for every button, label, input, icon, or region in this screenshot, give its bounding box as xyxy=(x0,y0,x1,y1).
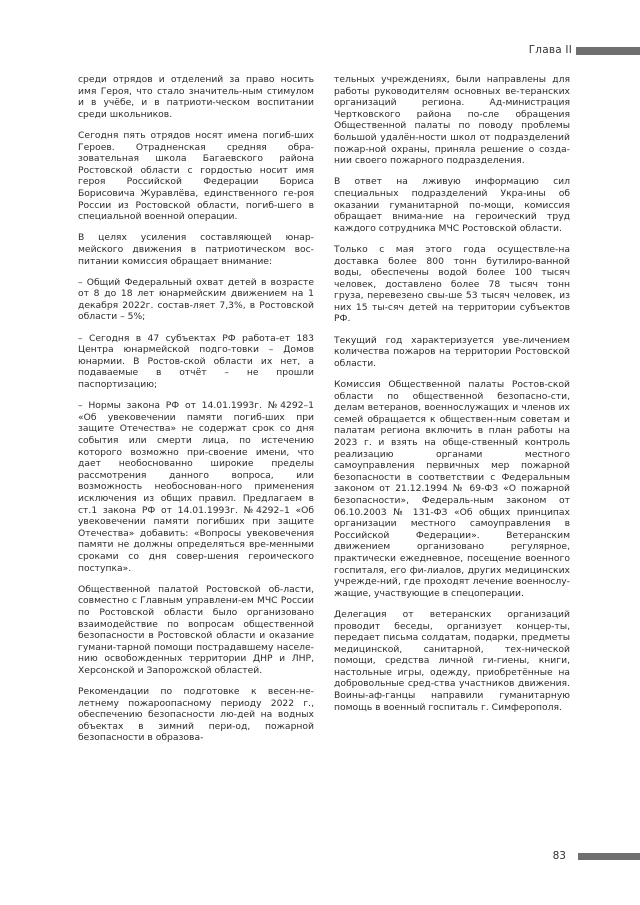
paragraph: среди отрядов и отделений за право носить имя Героя, что стало значитель-ным стимулом и в учёбе, и в патриоти-ческом воспитании среди школьников. xyxy=(78,74,314,120)
paragraph: Делегация от ветеранских организаций проводит беседы, организует концер-ты, передает письма солдатам, подарки, предметы медицинской, санитарной, тех-нической помощи, средства личной ги-гиены, книги, настольные игры, одежду, приобретённые на добровольные сред-ства участников движения. Воины-аф-ганцы направили гуманитарную помощь в военный госпиталь г. Симферополя. xyxy=(334,608,570,713)
paragraph: – Нормы закона РФ от 14.01.1993г. №4292–1 «Об увековечении памяти погиб-ших при защите Отечества» не содержат срок со дня события или смерти лица, по истечению которого возможно при-своение имени, что дает необоснованно широкие пределы рассмотрения данного вопроса, или возможность необоснован-ного применения исключения из общих правил. Предлагаем в ст.1 закона РФ от 14.01.1993г. №4292–1 «Об увековечении памяти погибших при защите Отечества» добавить: «Вопросы увековечения памяти не должны определяться вре-менными сроками со дня совер-шения героического поступка». xyxy=(78,400,314,574)
page-header xyxy=(0,44,640,60)
page-footer xyxy=(0,850,640,864)
paragraph: Комиссия Общественной палаты Ростов-ской области по общественной безопасно-сти, делам ветеранов, военнослужащих и членов их семей обращается к обществен-ным советам и палатам региона включить в план работы на 2023 г. и взять на обще-ственный контроль реализацию органами местного самоуправления первичных мер пожарной безопасности в соответствии с Федеральным законом от 21.12.1994 № 69-ФЗ «О пожарной безопасности», Федераль-ным законом от 06.10.2003 № 131-ФЗ «Об общих принципах организации местного самоуправления в Российской Федерации». Ветеранским движением организовано регулярное, практически ежедневное, посещение военного госпиталя, его фи-лиалов, других медицинских учрежде-ний, где проходят лечение военнослу-жащие, участвующие в спецоперации. xyxy=(334,379,570,599)
page-number: 83 xyxy=(552,850,566,862)
chapter-title: Глава II xyxy=(528,44,572,56)
paragraph: Текущий год характеризуется уве-личением количества пожаров на территории Ростовской области. xyxy=(334,334,570,369)
left-text-column xyxy=(78,74,314,754)
footer-decorative-bar xyxy=(578,853,640,860)
paragraph: тельных учреждениях, были направлены для работы руководителям основных ве-теранских организаций региона. Ад-министрация Чертковского района по-сле обращения Общественной палаты по поводу проблемы большой удалён-ности школ от подразделений пожар-ной охраны, приняла решение о созда-нии своего пожарного подразделения. xyxy=(334,74,570,167)
right-text-column xyxy=(334,74,570,723)
paragraph: Рекомендации по подготовке к весен-не-летнему пожароопасному периоду 2022 г., обеспечению безопасности лю-дей на водных объектах в зимний пери-од, пожарной безопасности в образова- xyxy=(78,686,314,744)
paragraph: В целях усиления составляющей юнар-мейского движения в патриотическом вос-питании комиссия обращает внимание: xyxy=(78,232,314,267)
paragraph: – Общий Федеральный охват детей в возрасте от 8 до 18 лет юнармейским движением на 1 декабря 2022г. состав-ляет 7,3%, в Ростовской области – 5%; xyxy=(78,276,314,323)
paragraph: Общественной палатой Ростовской об-ласти, совместно с Главным управлени-ем МЧС России по Ростовской области было организовано взаимодействие по вопросам общественной безопасности в Ростовской области и оказание гумани-тарной помощи пострадавшему населе-нию освобожденных территории ДНР и ЛНР, Херсонской и Запорожской областей. xyxy=(78,583,314,676)
paragraph: В ответ на лживую информацию сил специальных подразделений Укра-ины об оказании гуманитарной по-мощи, комиссия обращает внима-ние на героический труд каждого сотрудника МЧС Ростовской области. xyxy=(334,176,570,234)
paragraph: – Сегодня в 47 субъектах РФ работа-ет 183 Центра юнармейской подго-товки – Домов юнармии. В Ростов-ской области их нет, а подаваемые в отчёт – не прошли паспортизацию; xyxy=(78,332,314,391)
header-decorative-bar xyxy=(576,47,640,55)
paragraph: Сегодня пять отрядов носят имена погиб-ших Героев. Отрадненская средняя обра-зовательная школа Багаевского района Ростовской области с гордостью носит имя героя Российской Федерации Бориса Борисовича Журавлёва, единственного ге-роя России из Ростовской области, погиб-шего в специальной военной операции. xyxy=(78,129,314,223)
paragraph: Только с мая этого года осуществле-на доставка более 800 тонн бутилиро-ванной воды, обеспечены водой более 100 тысяч человек, доставлено более 78 тысяч тонн груза, перевезено свы-ше 53 тысяч человек, из них 15 ты-сяч детей на территории субъектов РФ. xyxy=(334,243,570,325)
